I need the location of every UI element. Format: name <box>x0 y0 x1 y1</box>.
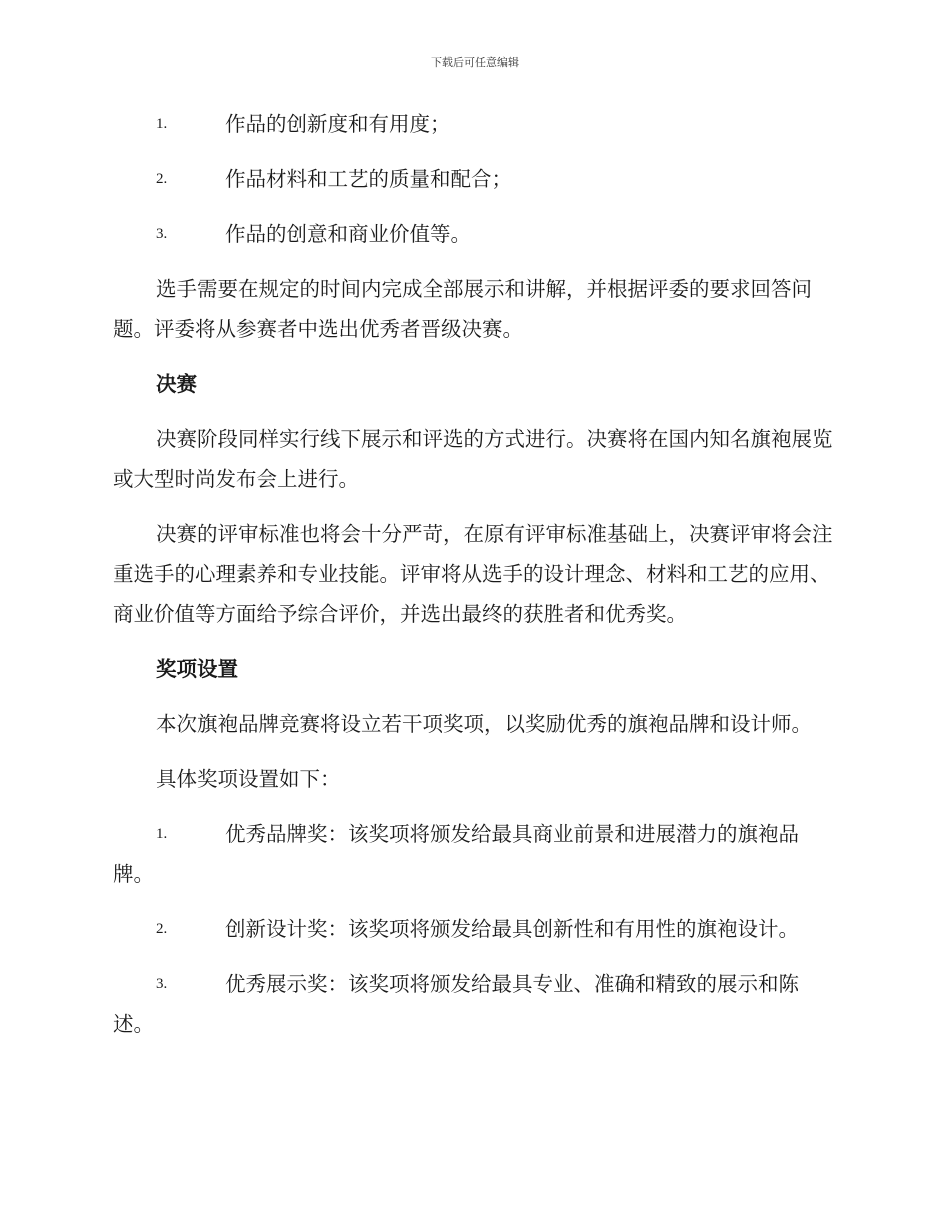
final-heading: 决赛 <box>156 372 197 396</box>
awards-intro: 本次旗袍品牌竞赛将设立若干项奖项，以奖励优秀的旗袍品牌和设计师。 <box>156 712 812 736</box>
list-number: 2. <box>156 921 168 937</box>
awards-list-intro: 具体奖项设置如下： <box>156 767 341 791</box>
list-text: 作品的创意和商业价值等。 <box>225 222 471 246</box>
final-paragraph-2: 决赛的评审标准也将会十分严苛，在原有评审标准基础上，决赛评审将会注重选手的心理素养和专业技能。评审将从选手的设计理念、材料和工艺的应用、商业价值等方面给予综合评价，并选出最终的获胜者和优秀奖。 <box>113 522 833 626</box>
criteria-item-2 <box>113 159 833 199</box>
award-item-2 <box>113 909 833 949</box>
list-number: 1. <box>156 116 168 132</box>
final-paragraph-1: 决赛阶段同样实行线下展示和评选的方式进行。决赛将在国内知名旗袍展览或大型时尚发布会上进行。 <box>113 427 833 491</box>
list-number: 2. <box>156 171 168 187</box>
list-text: 优秀展示奖：该奖项将颁发给最具专业、准确和精致的展示和陈述。 <box>113 972 799 1036</box>
list-text: 优秀品牌奖：该奖项将颁发给最具商业前景和进展潜力的旗袍品牌。 <box>113 822 799 886</box>
list-number: 1. <box>156 826 168 842</box>
list-number: 3. <box>156 976 168 992</box>
list-text: 作品材料和工艺的质量和配合； <box>225 167 512 191</box>
awards-heading: 奖项设置 <box>156 657 238 681</box>
criteria-item-1 <box>113 104 833 144</box>
award-item-3 <box>113 964 833 1044</box>
list-text: 作品的创新度和有用度； <box>225 112 451 136</box>
criteria-item-3 <box>113 214 833 254</box>
award-item-1 <box>113 814 833 894</box>
list-text: 创新设计奖：该奖项将颁发给最具创新性和有用性的旗袍设计。 <box>225 917 799 941</box>
page-header: 下载后可任意编辑 <box>431 56 519 69</box>
document-body <box>113 104 833 1059</box>
list-number: 3. <box>156 226 168 242</box>
semifinal-paragraph: 选手需要在规定的时间内完成全部展示和讲解，并根据评委的要求回答问题。评委将从参赛者中选出优秀者晋级决赛。 <box>113 277 812 341</box>
